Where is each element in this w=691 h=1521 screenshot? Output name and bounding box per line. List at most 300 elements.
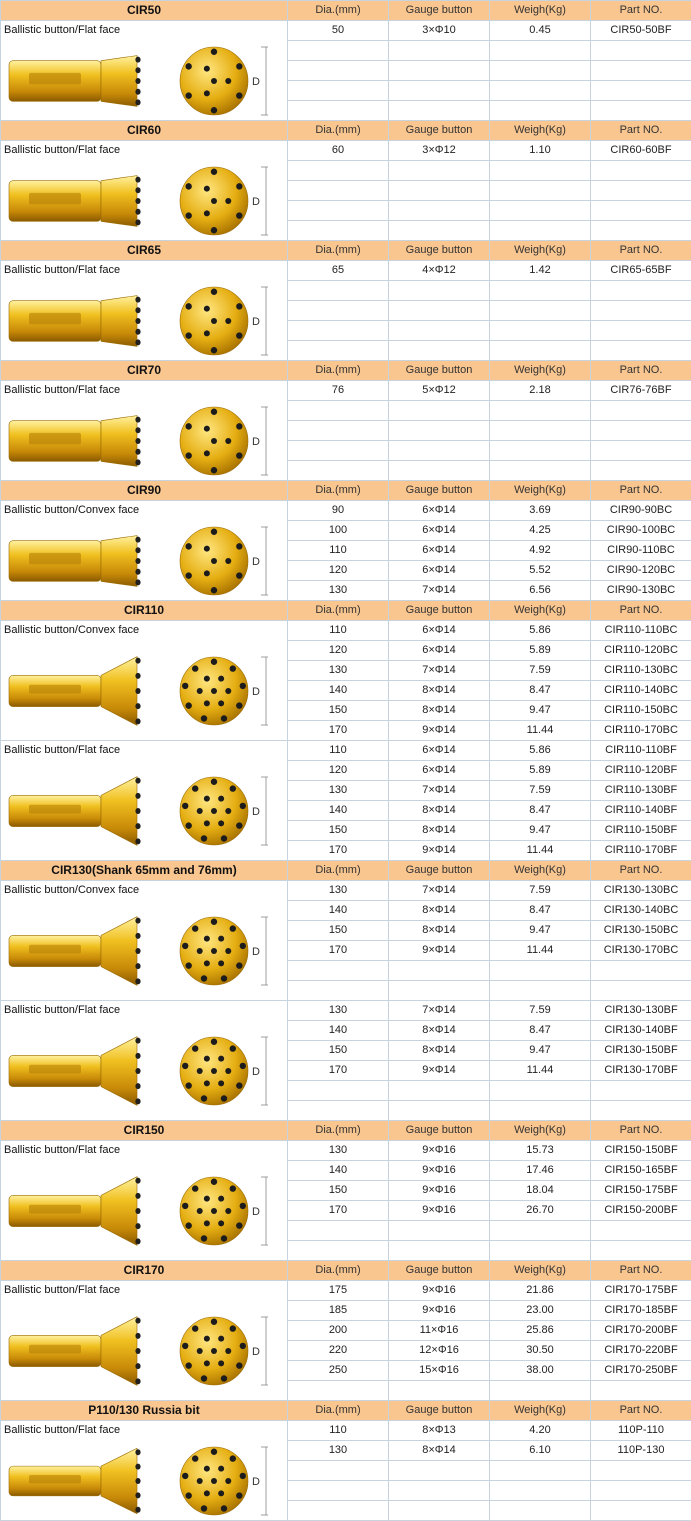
weight-cell: 25.86 [490,1321,591,1341]
weight-cell [490,421,591,441]
dia-cell [288,101,389,121]
weight-cell [490,301,591,321]
dia-cell [288,301,389,321]
part-no-cell: CIR110-150BC [591,701,691,721]
gauge-cell: 6×Φ14 [389,621,490,641]
part-no-cell: CIR110-130BF [591,781,691,801]
diameter-dimension [252,1447,268,1515]
gauge-cell: 15×Φ16 [389,1361,490,1381]
dia-cell: 140 [288,901,389,921]
header-gauge-button: Gauge button [389,1401,490,1421]
weight-cell: 9.47 [490,821,591,841]
weight-cell [490,341,591,361]
table-row [1,1281,691,1301]
gauge-cell [389,1081,490,1101]
drill-bit-illustration [1,277,286,357]
flat-face-view [180,1177,248,1245]
header-weight: Weigh(Kg) [490,1121,591,1141]
model-name: CIR130(Shank 65mm and 76mm) [1,861,288,881]
weight-cell: 30.50 [490,1341,591,1361]
dia-cell [288,1081,389,1101]
weight-cell: 6.56 [490,581,591,601]
gauge-cell [389,1481,490,1501]
table-row [1,741,691,761]
weight-cell: 4.92 [490,541,591,561]
dia-cell [288,341,389,361]
weight-cell [490,221,591,241]
weight-cell [490,1081,591,1101]
bit-side-view [9,1037,141,1106]
dia-cell [288,181,389,201]
dia-cell: 110 [288,541,389,561]
dia-cell: 50 [288,21,389,41]
part-no-cell [591,1221,691,1241]
dia-cell: 140 [288,681,389,701]
diameter-dimension [252,287,268,355]
weight-cell: 18.04 [490,1181,591,1201]
dia-cell: 130 [288,881,389,901]
dia-cell [288,161,389,181]
weight-cell [490,81,591,101]
dia-cell: 120 [288,641,389,661]
flat-face-view [180,1037,248,1105]
part-no-cell [591,1501,691,1521]
part-no-cell: CIR170-200BF [591,1321,691,1341]
face-type-label: Ballistic button/Convex face [4,884,140,896]
header-weight: Weigh(Kg) [490,601,591,621]
dia-cell [288,201,389,221]
diameter-letter: D [252,1066,260,1078]
dia-cell [288,461,389,481]
model-name: CIR50 [1,1,288,21]
header-weight: Weigh(Kg) [490,121,591,141]
weight-cell [490,181,591,201]
bit-side-view [9,1177,141,1246]
gauge-cell [389,441,490,461]
model-name: CIR150 [1,1121,288,1141]
header-gauge-button: Gauge button [389,361,490,381]
gauge-cell [389,1381,490,1401]
weight-cell [490,461,591,481]
diameter-letter: D [252,436,260,448]
weight-cell: 26.70 [490,1201,591,1221]
dia-cell: 110 [288,741,389,761]
diameter-letter: D [252,686,260,698]
face-type-label: Ballistic button/Flat face [4,384,121,396]
diameter-dimension [252,167,268,235]
dia-cell [288,81,389,101]
weight-cell: 2.18 [490,381,591,401]
weight-cell: 8.47 [490,801,591,821]
gauge-cell: 9×Φ16 [389,1181,490,1201]
table-row [1,141,691,161]
part-no-cell: CIR110-130BC [591,661,691,681]
drill-bit-illustration [1,637,286,737]
dia-cell: 200 [288,1321,389,1341]
drill-bit-illustration [1,157,286,237]
dia-cell: 150 [288,701,389,721]
dia-cell [288,1461,389,1481]
bit-image-cell [1,621,288,741]
bit-side-view [9,1317,141,1386]
gauge-cell: 9×Φ16 [389,1161,490,1181]
face-type-label: Ballistic button/Flat face [4,1424,121,1436]
header-dia: Dia.(mm) [288,241,389,261]
diameter-dimension [252,47,268,115]
weight-cell [490,281,591,301]
gauge-cell: 6×Φ14 [389,761,490,781]
dia-cell [288,1381,389,1401]
section-header [1,1,691,21]
part-no-cell [591,401,691,421]
part-no-cell [591,1381,691,1401]
gauge-cell [389,961,490,981]
part-no-cell: CIR90-120BC [591,561,691,581]
weight-cell: 9.47 [490,701,591,721]
dia-cell: 110 [288,621,389,641]
diameter-letter: D [252,806,260,818]
part-no-cell [591,1481,691,1501]
header-dia: Dia.(mm) [288,861,389,881]
dia-cell [288,421,389,441]
dia-cell: 130 [288,781,389,801]
bit-side-view [9,176,141,227]
part-no-cell [591,201,691,221]
bit-image-cell [1,1281,288,1401]
dia-cell: 150 [288,1181,389,1201]
gauge-cell [389,1501,490,1521]
bit-image-cell [1,881,288,1001]
diameter-letter: D [252,1346,260,1358]
diameter-dimension [252,917,268,985]
drill-bit-illustration [1,1297,286,1397]
weight-cell: 4.25 [490,521,591,541]
header-weight: Weigh(Kg) [490,1401,591,1421]
dia-cell: 65 [288,261,389,281]
gauge-cell [389,421,490,441]
table-row [1,261,691,281]
gauge-cell [389,101,490,121]
part-no-cell [591,61,691,81]
flat-face-view [180,1317,248,1385]
weight-cell [490,1461,591,1481]
weight-cell: 5.89 [490,761,591,781]
weight-cell [490,1241,591,1261]
header-part-no: Part NO. [591,241,691,261]
header-part-no: Part NO. [591,1121,691,1141]
part-no-cell: CIR110-120BF [591,761,691,781]
part-no-cell: CIR110-110BC [591,621,691,641]
part-no-cell: CIR130-150BF [591,1041,691,1061]
weight-cell: 9.47 [490,921,591,941]
face-type-label: Ballistic button/Flat face [4,24,121,36]
weight-cell: 5.89 [490,641,591,661]
part-no-cell: CIR130-130BF [591,1001,691,1021]
diameter-dimension [252,1177,268,1245]
convex-face-view [180,527,248,595]
gauge-cell [389,181,490,201]
weight-cell: 3.69 [490,501,591,521]
header-dia: Dia.(mm) [288,1261,389,1281]
dia-cell [288,1481,389,1501]
diameter-letter: D [252,556,260,568]
bit-side-view [9,296,141,347]
weight-cell: 11.44 [490,841,591,861]
flat-face-view [180,167,248,235]
drill-bit-illustration [1,37,286,117]
drill-bit-illustration [1,757,286,857]
face-type-label: Ballistic button/Flat face [4,1144,121,1156]
gauge-cell: 8×Φ14 [389,901,490,921]
part-no-cell [591,1081,691,1101]
header-gauge-button: Gauge button [389,481,490,501]
table-row [1,881,691,901]
dia-cell [288,281,389,301]
part-no-cell: CIR130-130BC [591,881,691,901]
weight-cell [490,1221,591,1241]
bit-side-view [9,416,141,467]
dia-cell: 170 [288,941,389,961]
face-type-label: Ballistic button/Convex face [4,504,140,516]
dia-cell: 250 [288,1361,389,1381]
bit-side-view [9,777,141,846]
header-gauge-button: Gauge button [389,601,490,621]
gauge-cell: 3×Φ10 [389,21,490,41]
gauge-cell: 6×Φ14 [389,521,490,541]
dia-cell [288,401,389,421]
weight-cell: 5.86 [490,621,591,641]
dia-cell: 130 [288,661,389,681]
dia-cell: 150 [288,1041,389,1061]
bit-image-cell [1,1001,288,1121]
weight-cell: 8.47 [490,681,591,701]
gauge-cell [389,981,490,1001]
header-weight: Weigh(Kg) [490,481,591,501]
dia-cell [288,441,389,461]
header-part-no: Part NO. [591,601,691,621]
model-name: CIR110 [1,601,288,621]
model-name: CIR90 [1,481,288,501]
part-no-cell [591,321,691,341]
weight-cell [490,101,591,121]
bit-image-cell [1,261,288,361]
dia-cell [288,41,389,61]
part-no-cell: CIR90-130BC [591,581,691,601]
part-no-cell: CIR170-175BF [591,1281,691,1301]
face-type-label: Ballistic button/Flat face [4,744,121,756]
bit-image-cell [1,741,288,861]
diameter-dimension [252,1037,268,1105]
bit-side-view [9,917,141,986]
weight-cell: 17.46 [490,1161,591,1181]
table-row [1,381,691,401]
weight-cell [490,1501,591,1521]
part-no-cell: 110P-110 [591,1421,691,1441]
gauge-cell [389,281,490,301]
flat-face-view [180,1447,248,1515]
dia-cell [288,61,389,81]
gauge-cell [389,41,490,61]
dia-cell: 140 [288,1161,389,1181]
bit-image-cell [1,141,288,241]
header-dia: Dia.(mm) [288,1,389,21]
diameter-dimension [252,657,268,725]
bit-image-cell [1,1421,288,1521]
header-gauge-button: Gauge button [389,241,490,261]
dia-cell: 150 [288,821,389,841]
dia-cell: 100 [288,521,389,541]
weight-cell: 38.00 [490,1361,591,1381]
gauge-cell: 11×Φ16 [389,1321,490,1341]
header-dia: Dia.(mm) [288,1401,389,1421]
section-header [1,481,691,501]
gauge-cell: 9×Φ14 [389,841,490,861]
flat-face-view [180,777,248,845]
diameter-letter: D [252,946,260,958]
model-name: CIR70 [1,361,288,381]
weight-cell: 1.10 [490,141,591,161]
weight-cell: 7.59 [490,1001,591,1021]
section-header [1,861,691,881]
part-no-cell: CIR170-185BF [591,1301,691,1321]
drill-bit-illustration [1,1437,286,1517]
gauge-cell: 7×Φ14 [389,881,490,901]
gauge-cell: 9×Φ16 [389,1301,490,1321]
header-part-no: Part NO. [591,1261,691,1281]
face-type-label: Ballistic button/Flat face [4,264,121,276]
dia-cell: 130 [288,1441,389,1461]
part-no-cell [591,161,691,181]
flat-face-view [180,407,248,475]
gauge-cell: 8×Φ14 [389,821,490,841]
diameter-dimension [252,407,268,475]
table-row [1,621,691,641]
weight-cell: 8.47 [490,1021,591,1041]
gauge-cell [389,401,490,421]
bit-side-view [9,657,141,726]
header-dia: Dia.(mm) [288,121,389,141]
part-no-cell: CIR110-170BF [591,841,691,861]
header-gauge-button: Gauge button [389,1121,490,1141]
gauge-cell: 9×Φ16 [389,1201,490,1221]
part-no-cell: CIR76-76BF [591,381,691,401]
part-no-cell: CIR50-50BF [591,21,691,41]
dia-cell [288,1101,389,1121]
flat-face-view [180,47,248,115]
convex-face-view [180,917,248,985]
header-weight: Weigh(Kg) [490,861,591,881]
header-dia: Dia.(mm) [288,1121,389,1141]
gauge-cell [389,461,490,481]
gauge-cell [389,1101,490,1121]
part-no-cell: CIR150-200BF [591,1201,691,1221]
gauge-cell: 12×Φ16 [389,1341,490,1361]
gauge-cell [389,1461,490,1481]
gauge-cell: 7×Φ14 [389,661,490,681]
header-gauge-button: Gauge button [389,861,490,881]
header-part-no: Part NO. [591,361,691,381]
convex-face-view [180,657,248,725]
part-no-cell: CIR65-65BF [591,261,691,281]
gauge-cell: 8×Φ14 [389,1041,490,1061]
part-no-cell [591,41,691,61]
table-row [1,501,691,521]
weight-cell [490,161,591,181]
weight-cell: 11.44 [490,721,591,741]
gauge-cell: 9×Φ14 [389,941,490,961]
part-no-cell [591,961,691,981]
model-name: CIR60 [1,121,288,141]
dia-cell: 90 [288,501,389,521]
bit-image-cell [1,1141,288,1261]
weight-cell: 5.52 [490,561,591,581]
section-header [1,601,691,621]
drill-bit-illustration [1,1157,286,1257]
weight-cell [490,61,591,81]
section-header [1,121,691,141]
weight-cell: 0.45 [490,21,591,41]
dia-cell: 170 [288,841,389,861]
part-no-cell: CIR110-140BF [591,801,691,821]
section-header [1,1261,691,1281]
dia-cell [288,321,389,341]
dia-cell: 175 [288,1281,389,1301]
weight-cell: 8.47 [490,901,591,921]
gauge-cell [389,1241,490,1261]
weight-cell [490,1101,591,1121]
part-no-cell [591,1461,691,1481]
gauge-cell: 6×Φ14 [389,641,490,661]
part-no-cell [591,221,691,241]
weight-cell [490,961,591,981]
section-header [1,361,691,381]
gauge-cell [389,301,490,321]
gauge-cell [389,61,490,81]
dia-cell: 170 [288,1061,389,1081]
table-row [1,1001,691,1021]
weight-cell [490,1381,591,1401]
part-no-cell: CIR130-140BC [591,901,691,921]
gauge-cell: 7×Φ14 [389,781,490,801]
part-no-cell [591,441,691,461]
gauge-cell: 7×Φ14 [389,1001,490,1021]
part-no-cell: CIR130-170BF [591,1061,691,1081]
gauge-cell [389,321,490,341]
dia-cell: 120 [288,761,389,781]
model-name: CIR170 [1,1261,288,1281]
gauge-cell [389,81,490,101]
gauge-cell: 3×Φ12 [389,141,490,161]
header-part-no: Part NO. [591,1,691,21]
weight-cell: 5.86 [490,741,591,761]
gauge-cell: 7×Φ14 [389,581,490,601]
part-no-cell [591,421,691,441]
weight-cell: 11.44 [490,941,591,961]
bit-side-view [9,1448,141,1513]
dia-cell: 76 [288,381,389,401]
drill-bit-illustration [1,397,286,477]
part-no-cell: CIR150-175BF [591,1181,691,1201]
gauge-cell [389,1221,490,1241]
dia-cell: 110 [288,1421,389,1441]
part-no-cell: 110P-130 [591,1441,691,1461]
dia-cell: 140 [288,1021,389,1041]
header-part-no: Part NO. [591,861,691,881]
dia-cell: 130 [288,581,389,601]
weight-cell [490,1481,591,1501]
header-dia: Dia.(mm) [288,361,389,381]
table-row [1,1421,691,1441]
